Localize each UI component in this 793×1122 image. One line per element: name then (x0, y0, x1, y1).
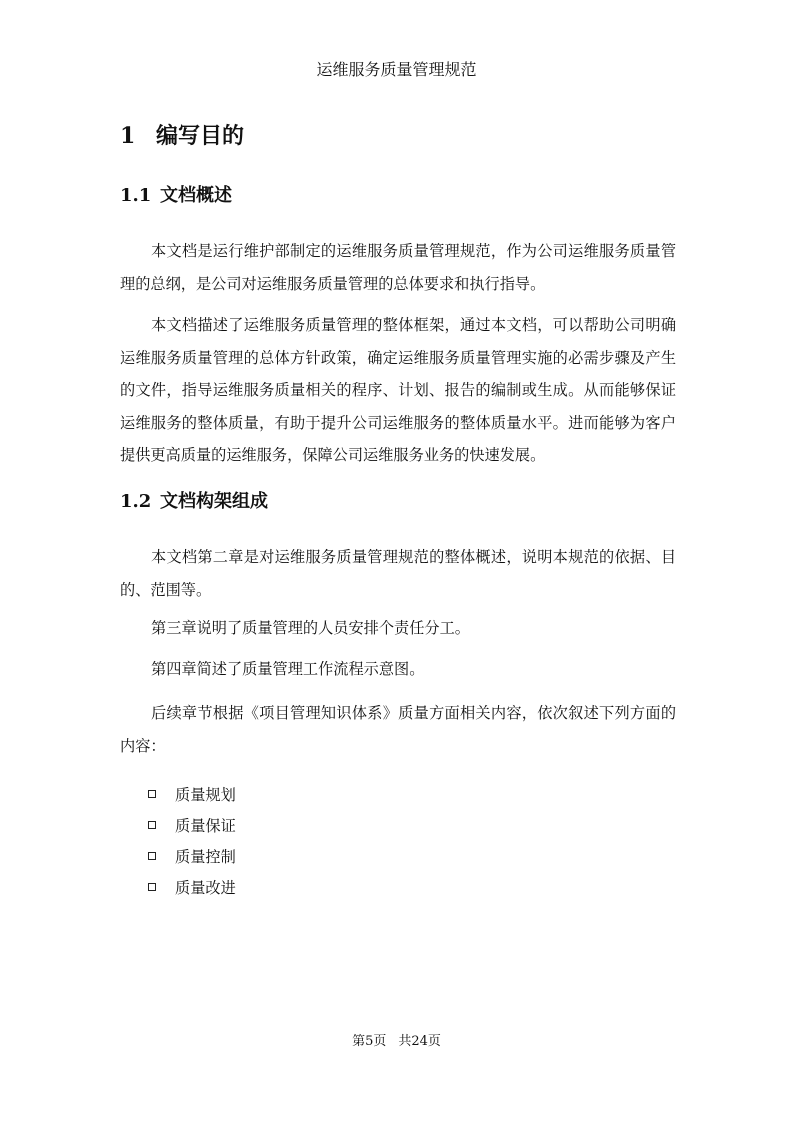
page-header-title: 运维服务质量管理规范 (316, 60, 477, 79)
section-number: 1.2 (120, 491, 152, 512)
section-heading-1-1 (120, 182, 232, 210)
section-heading-1-2 (120, 488, 268, 516)
page-number: 第5页 (352, 1034, 387, 1049)
paragraph: 本文档描述了运维服务质量管理的整体框架，通过本文档，可以帮助公司明确运维服务质量管理的总体方针政策，确定运维服务质量管理实施的必需步骤及产生的文件，指导运维服务质量相关的程序、计划、报告的编制或生成。从而能够保证运维服务的整体质量，有助于提升公司运维服务的整体质量水平。进而能够为客户提供更高质量的运维服务，保障公司运维服务业务的快速发展。 (120, 316, 676, 464)
square-bullet-icon (148, 790, 156, 798)
list-item-text: 质量控制 (175, 848, 236, 866)
paragraph: 第四章简述了质量管理工作流程示意图。 (151, 660, 425, 678)
list-item (148, 874, 236, 905)
square-bullet-icon (148, 883, 156, 891)
paragraph: 后续章节根据《项目管理知识体系》质量方面相关内容，依次叙述下列方面的内容： (120, 704, 676, 755)
square-bullet-icon (148, 821, 156, 829)
section-number: 1 (120, 123, 136, 149)
paragraph: 第三章说明了质量管理的人员安排个责任分工。 (151, 619, 470, 637)
section-title: 文档构架组成 (160, 491, 268, 512)
section-number: 1.1 (120, 185, 152, 206)
section-title: 编写目的 (156, 123, 245, 149)
section-heading-1 (120, 120, 244, 152)
list-item-text: 质量改进 (175, 879, 236, 897)
list-item (148, 843, 236, 874)
paragraph: 本文档第二章是对运维服务质量管理规范的整体概述，说明本规范的依据、目的、范围等。 (120, 548, 676, 599)
list-item-text: 质量规划 (175, 786, 236, 804)
square-bullet-icon (148, 852, 156, 860)
page-footer (0, 1032, 793, 1052)
list-item (148, 781, 236, 812)
paragraph: 本文档是运行维护部制定的运维服务质量管理规范，作为公司运维服务质量管理的总纲，是公司对运维服务质量管理的总体要求和执行指导。 (120, 242, 676, 293)
list-item (148, 812, 236, 843)
section-title: 文档概述 (160, 185, 232, 206)
bullet-list (148, 781, 236, 905)
page-total: 共24页 (398, 1034, 441, 1049)
list-item-text: 质量保证 (175, 817, 236, 835)
